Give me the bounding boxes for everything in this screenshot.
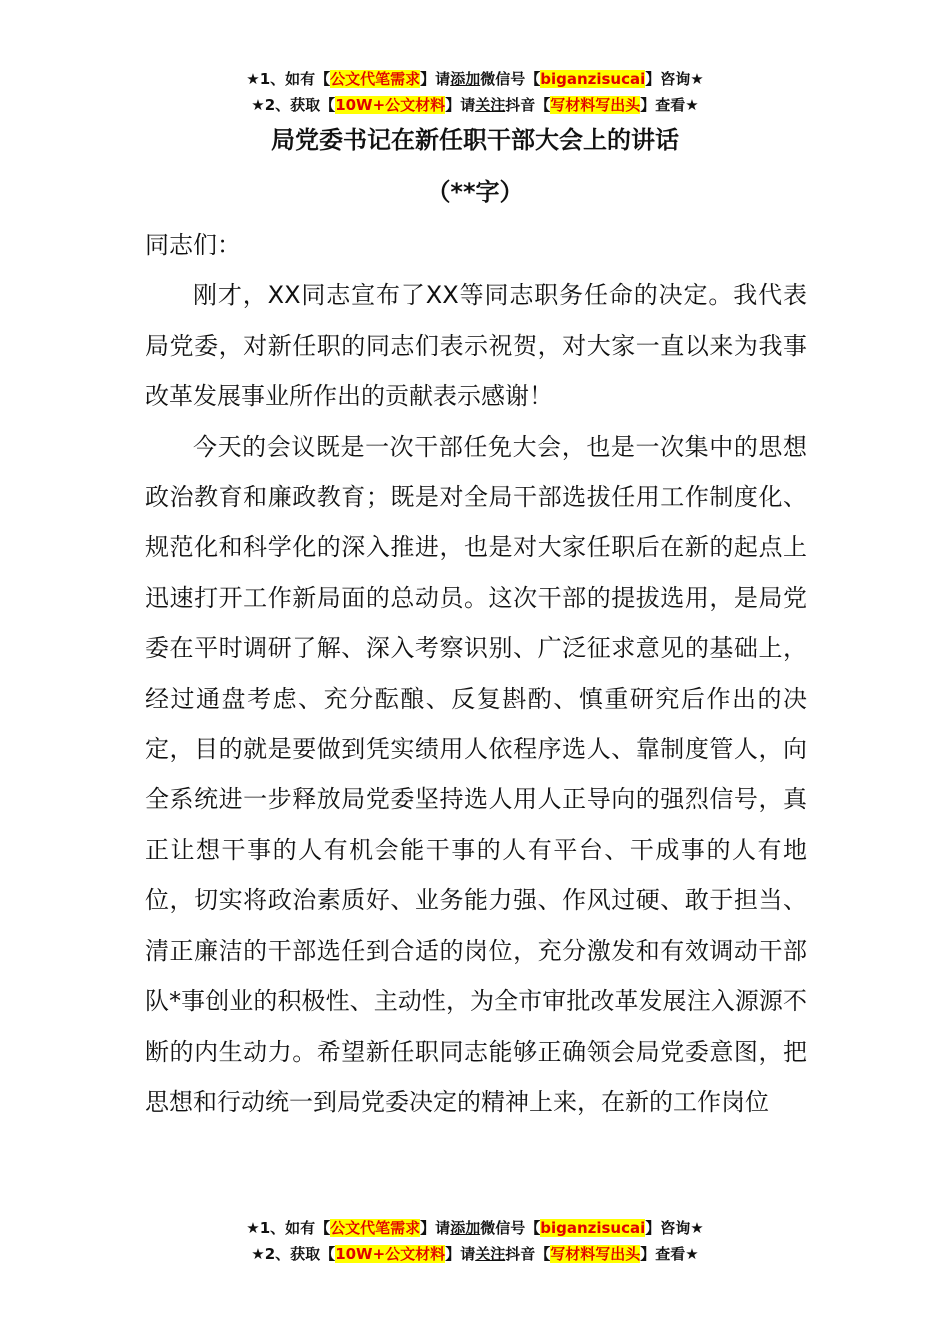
banner-highlight: 公文代笔需求	[330, 70, 421, 88]
banner-text: ★1、如有【	[246, 70, 331, 88]
banner-text: 】请	[420, 70, 451, 88]
banner-text: 抖音【	[505, 1245, 551, 1263]
banner-text: ★2、获取【	[251, 96, 336, 114]
banner-underlined: 关注	[475, 1245, 506, 1263]
banner-underlined: 添加	[450, 1219, 481, 1237]
banner-line-2	[0, 92, 950, 118]
salutation: 同志们：	[145, 231, 241, 259]
banner-text: 抖音【	[505, 96, 551, 114]
banner-text: 微信号【	[480, 70, 541, 88]
banner-highlight: 写材料写出头	[550, 96, 641, 114]
banner-underlined: 关注	[475, 96, 506, 114]
paragraph-2: 今天的会议既是一次干部任免大会，也是一次集中的思想政治教育和廉政教育；既是对全局干部选拔任用工作制度化、规范化和科学化的深入推进，也是对大家任职后在新的起点上迅速打开工作新局面的总动员。这次干部的提拔选用，是局党委在平时调研了解、深入考察识别、广泛征求意见的基础上，经过通盘考虑、充分酝酿、反复斟酌、慎重研究后作出的决定，目的就是要做到凭实绩用人依程序选人、靠制度管人，向全系统进一步释放局党委坚持选人用人正导向的强烈信号，真正让想干事的人有机会能干事的人有平台、干成事的人有地位，切实将政治素质好、业务能力强、作风过硬、敢于担当、清正廉洁的干部选任到合适的岗位，充分激发和有效调动干部队*事创业的积极性、主动性，为全市审批改革发展注入源源不断的内生动力。希望新任职同志能够正确领会局党委意图，把思想和行动统一到局党委决定的精神上来，在新的工作岗位	[145, 432, 807, 1116]
banner-highlight: biganzisucai	[540, 70, 646, 88]
paragraph-1: 刚才，XX同志宣布了XX等同志职务任命的决定。我代表局党委，对新任职的同志们表示祝贺，对大家一直以来为我事改革发展事业所作出的贡献表示感谢！	[145, 281, 807, 411]
banner-text: 】请	[420, 1219, 451, 1237]
banner-text: ★2、获取【	[251, 1245, 336, 1263]
banner-text: 】查看★	[640, 1245, 699, 1263]
document-title: 局党委书记在新任职干部大会上的讲话	[271, 126, 679, 154]
banner-text: ★1、如有【	[246, 1219, 331, 1237]
banner-highlight: 公文代笔需求	[330, 1219, 421, 1237]
banner-text: 】咨询★	[645, 1219, 704, 1237]
banner-text: 】请	[445, 1245, 476, 1263]
banner-line-1	[0, 66, 950, 92]
banner-underlined: 添加	[450, 70, 481, 88]
banner-text: 】咨询★	[645, 70, 704, 88]
header-banner	[0, 66, 950, 118]
banner-text: 微信号【	[480, 1219, 541, 1237]
banner-text: 】请	[445, 96, 476, 114]
document-body	[145, 220, 807, 1127]
document-subtitle: （**字）	[426, 178, 524, 206]
banner-text: 】查看★	[640, 96, 699, 114]
banner-line-2	[0, 1241, 950, 1267]
banner-highlight: 写材料写出头	[550, 1245, 641, 1263]
banner-highlight: 10W+公文材料	[335, 96, 446, 114]
banner-line-1	[0, 1215, 950, 1241]
banner-highlight: 10W+公文材料	[335, 1245, 446, 1263]
footer-banner	[0, 1215, 950, 1267]
banner-highlight: biganzisucai	[540, 1219, 646, 1237]
